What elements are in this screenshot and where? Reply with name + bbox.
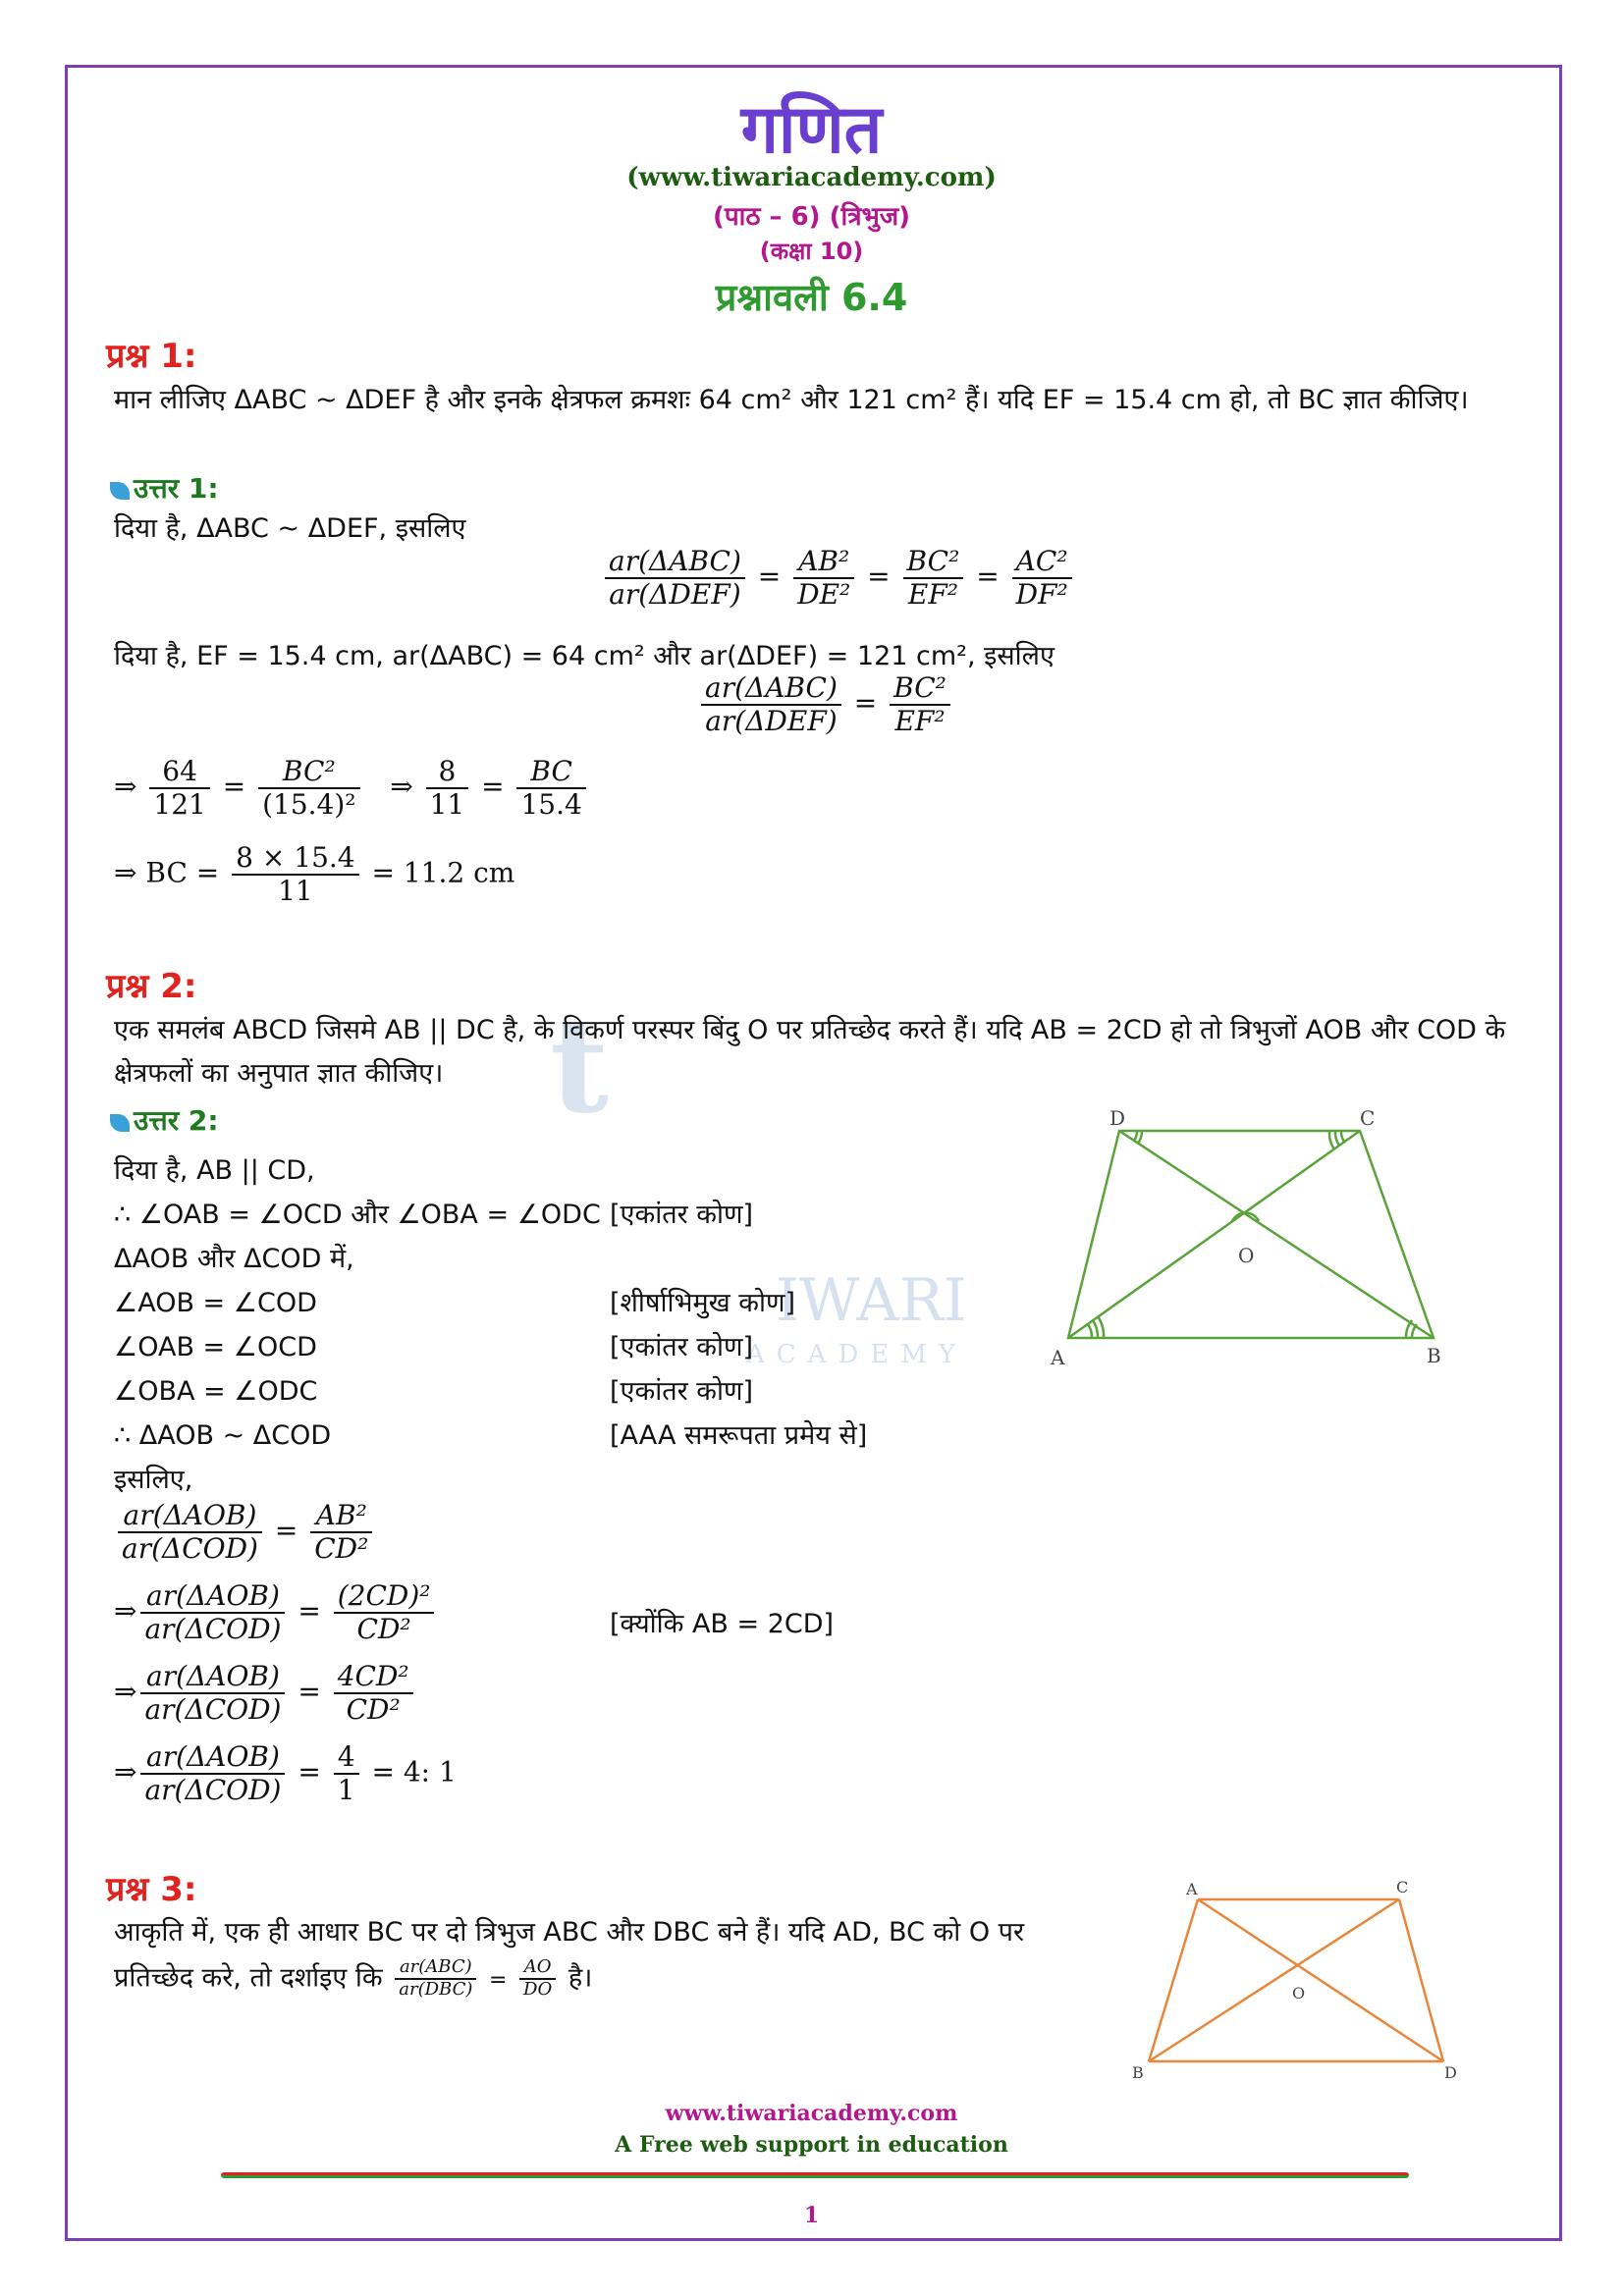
answer-2-heading xyxy=(110,1101,219,1139)
watermark-logo: t xyxy=(550,991,610,1142)
segment-cb xyxy=(1149,1899,1399,2061)
diagonal-db xyxy=(1119,1131,1434,1338)
question-3-text-2 xyxy=(114,1957,592,2000)
trapezium-figure xyxy=(1041,1109,1453,1374)
leaf-icon xyxy=(110,1114,130,1132)
leaf-icon xyxy=(110,482,130,500)
vertex-label-a: A xyxy=(1051,1346,1065,1369)
answer-2-line: इसलिए, xyxy=(114,1465,193,1495)
exercise-title: प्रश्नावली 6.4 xyxy=(715,276,908,319)
question-3-fraction: $\frac{\text{ar(ABC)}}{\text{ar(DBC)}}$ = $\frac{AO}{DO}$ xyxy=(391,1963,568,1994)
class-label: (कक्षा 10) xyxy=(759,238,864,265)
footer-site[interactable]: www.tiwariacademy.com xyxy=(665,2101,958,2126)
footer-divider xyxy=(221,2172,1409,2178)
answer-2-lines xyxy=(114,1148,867,1502)
site-url[interactable]: (www.tiwariacademy.com) xyxy=(626,163,997,192)
triangles-figure xyxy=(1119,1875,1473,2091)
answer-2-line: ∴ ΔAOB ~ ΔCOD [AAA समरूपता प्रमेय से] xyxy=(114,1420,868,1451)
question-3-text-2-post: है। xyxy=(568,1962,593,1994)
equation-3: ⇒ $\frac{64}{121}$ = $\frac{\text{BC²}}{\text{(15.4)²}}$ ⇒ $\frac{8}{11}$ = $\frac{BC}{15.4}$ xyxy=(114,756,590,821)
question-3-text-2-pre: प्रतिच्छेद करे, तो दर्शाइए कि xyxy=(114,1962,383,1994)
ratio-step-3: ⇒ $\frac{\text{ar(ΔAOB)}}{\text{ar(ΔCOD)}}$ = $\frac{\text{4CD²}}{\text{CD²}}$ xyxy=(114,1661,417,1726)
footer-tagline: A Free web support in education xyxy=(615,2132,1008,2158)
question-3-heading: प्रश्न 3: xyxy=(106,1870,197,1909)
answer-2-line: दिया है, AB || CD, xyxy=(114,1155,315,1186)
question-2-text: एक समलंब ABCD जिसमे AB || DC है, के विकर्ण परस्पर बिंदु O पर प्रतिच्छेद करते हैं। यदि AB = 2CD हो तो त्रिभुजों AOB और COD के क्षेत्रफलों का अनुपात ज्ञात कीजिए। xyxy=(114,1015,1506,1089)
chapter-label: (पाठ – 6) (त्रिभुज) xyxy=(712,202,911,232)
answer-1-line-2: दिया है, EF = 15.4 cm, ar(ΔABC) = 64 cm² और ar(ΔDEF) = 121 cm², इसलिए xyxy=(114,641,1055,671)
watermark-brand: IWARI xyxy=(776,1266,967,1335)
ratio-step-4: ⇒ $\frac{\text{ar(ΔAOB)}}{\text{ar(ΔCOD)}}$ = $\frac{4}{1}$ = 4: 1 xyxy=(114,1740,457,1807)
vertex-label-d: D xyxy=(1444,2063,1457,2082)
answer-2-line: ΔAOB और ΔCOD में, xyxy=(114,1244,354,1274)
equation-2: $\frac{\text{ar(ΔABC)}}{\text{ar(ΔDEF)}}$ = $\frac{\text{BC²}}{\text{EF²}}$ xyxy=(697,672,954,737)
question-2-heading: प्रश्न 2: xyxy=(106,967,197,1006)
equation-4: ⇒ BC = $\frac{8 \times 15.4}{11}$ = 11.2 cm xyxy=(114,841,515,908)
watermark-sub: ACADEMY xyxy=(746,1340,968,1369)
page-number: 1 xyxy=(803,2203,820,2228)
answer-1-heading xyxy=(110,469,219,507)
ratio-step-1: $\frac{\text{ar(ΔAOB)}}{\text{ar(ΔCOD)}}$ = $\frac{\text{AB²}}{\text{CD²}}$ xyxy=(114,1500,376,1565)
vertex-label-b: B xyxy=(1132,2063,1144,2082)
answer-2-line: ∴ ∠OAB = ∠OCD और ∠OBA = ∠ODC [एकांतर कोण] xyxy=(114,1200,753,1230)
answer-1-label: उत्तर 1: xyxy=(134,472,219,505)
page-title: गणित xyxy=(740,91,883,169)
answer-2-label: उत्तर 2: xyxy=(134,1104,219,1137)
vertex-label-d: D xyxy=(1109,1109,1126,1130)
question-3-text-1: आकृति में, एक ही आधार BC पर दो त्रिभुज ABC और DBC बने हैं। यदि AD, BC को O पर xyxy=(114,1917,1025,1948)
question-1-text: मान लीजिए ΔABC ~ ΔDEF है और इनके क्षेत्रफल क्रमशः 64 cm² और 121 cm² हैं। यदि EF = 15.4 cm हो, तो BC ज्ञात कीजिए। xyxy=(114,385,1469,415)
vertex-label-a: A xyxy=(1186,1880,1198,1898)
answer-2-line: ∠AOB = ∠COD [शीर्षाभिमुख कोण] xyxy=(114,1288,796,1318)
vertex-label-c: C xyxy=(1396,1878,1409,1896)
equation-1: $\frac{\text{ar(ΔABC)}}{\text{ar(ΔDEF)}}$ = $\frac{\text{AB²}}{\text{DE²}}$ = $\frac{\text{BC²}}{\text{EF²}}$ = $\frac{\text{AC²}}{\text{DF²}}$ xyxy=(601,546,1076,611)
ratio-step-2: ⇒ $\frac{\text{ar(ΔAOB)}}{\text{ar(ΔCOD)}}$ = $\frac{\text{(2CD)²}}{\text{CD²}}$ xyxy=(114,1580,438,1645)
answer-2-line: ∠OBA = ∠ODC [एकांतर कोण] xyxy=(114,1376,753,1407)
vertex-label-b: B xyxy=(1427,1344,1441,1367)
trapezium-outline xyxy=(1068,1131,1434,1338)
question-1-heading: प्रश्न 1: xyxy=(106,337,197,376)
ratio-step-2-note: [क्योंकि AB = 2CD] xyxy=(610,1609,835,1639)
answer-2-line: ∠OAB = ∠OCD [एकांतर कोण] xyxy=(114,1332,753,1362)
answer-1-line-1: दिया है, ΔABC ~ ΔDEF, इसलिए xyxy=(114,513,466,544)
vertex-label-c: C xyxy=(1360,1109,1376,1130)
vertex-label-o: O xyxy=(1238,1244,1255,1267)
segment-ab xyxy=(1149,1899,1198,2061)
vertex-label-o: O xyxy=(1292,1984,1306,2002)
